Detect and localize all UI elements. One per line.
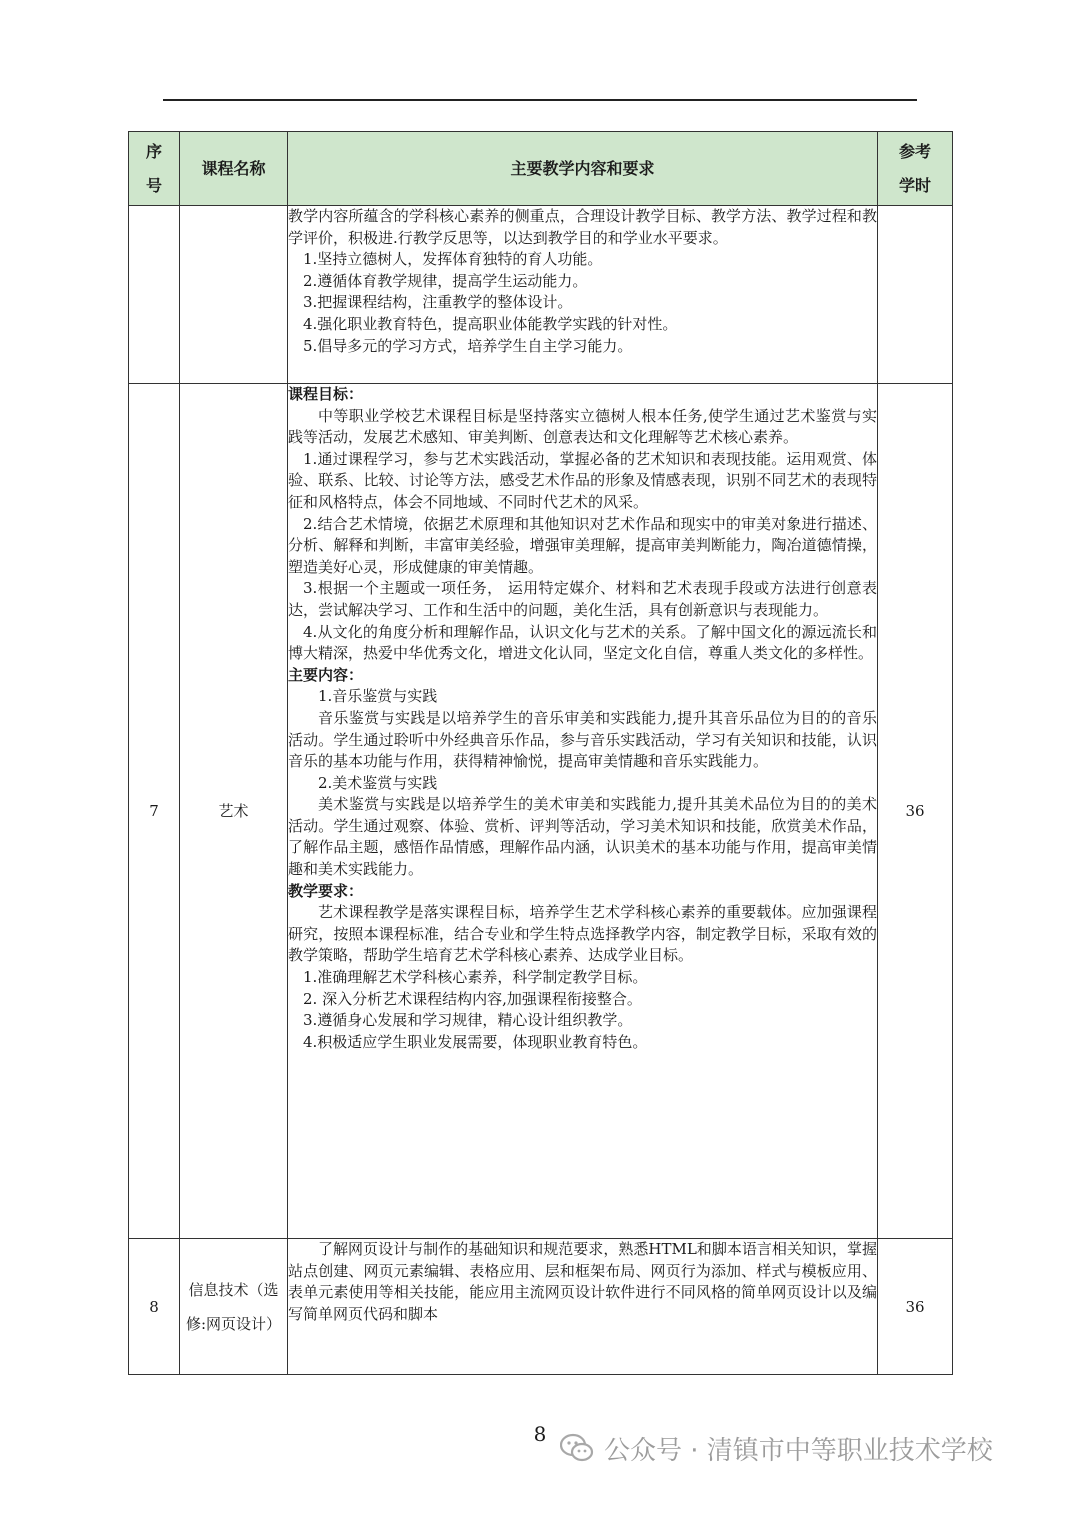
content-line: 4.强化职业教育特色，提高职业体能教学实践的针对性。: [303, 314, 678, 333]
row-hours: 36: [878, 1239, 953, 1375]
row-content: [288, 206, 878, 384]
row-index: [129, 206, 180, 384]
content-line: 1.准确理解艺术学科核心素养，科学制定教学目标。: [303, 968, 648, 987]
content-line: 1.音乐鉴赏与实践: [318, 687, 438, 706]
header-content: 主要教学内容和要求: [288, 132, 878, 206]
content-line: 3.根据一个主题或一项任务， 运用特定媒介、材料和艺术表现手段或方法进行创意表达，尝试解决学习、工作和生活中的问题，美化生活，具有创新意识与表现能力。: [288, 579, 877, 619]
content-line: 2.美术鉴赏与实践: [318, 773, 438, 792]
content-line: 音乐鉴赏与实践是以培养学生的音乐审美和实践能力,提升其音乐品位为目的的音乐活动。学生通过聆听中外经典音乐作品，参与音乐实践活动，学习有关知识和技能，认识音乐的基本功能与作用，获得精神愉悦，提高审美情趣和音乐实践能力。: [288, 708, 877, 771]
watermark-text: 公众号 · 清镇市中等职业技术学校: [604, 1435, 993, 1466]
content-line: 1.通过课程学习，参与艺术实践活动，掌握必备的艺术知识和表现技能。运用观赏、体验、联系、比较、讨论等方法，感受艺术作品的形象及情感表现，识别不同艺术的表现特征和风格特点，体会不同地域、不同时代艺术的风采。: [288, 449, 877, 511]
row-index: 8: [129, 1239, 180, 1375]
header-hours: 参考学时: [878, 132, 953, 206]
row-hours: [878, 206, 953, 384]
row-hours: 36: [878, 384, 953, 1239]
content-line: 3.把握课程结构，注重教学的整体设计。: [303, 293, 573, 312]
row-content: [288, 384, 878, 1239]
row-course-name: [180, 206, 288, 384]
header-course-name: 课程名称: [180, 132, 288, 206]
header-rule: [163, 99, 917, 101]
content-line: 3.遵循身心发展和学习规律，精心设计组织教学。: [303, 1011, 633, 1030]
content-line: 中等职业学校艺术课程目标是坚持落实立德树人根本任务,使学生通过艺术鉴赏与实践等活动，发展艺术感知、审美判断、创意表达和文化理解等艺术核心素养。: [288, 406, 877, 447]
content-line: 1.坚持立德树人，发挥体育独特的育人功能。: [303, 250, 603, 269]
content-line: 5.倡导多元的学习方式，培养学生自主学习能力。: [303, 336, 633, 355]
table-header-row: [129, 132, 953, 206]
section-heading: 教学要求：: [288, 881, 364, 900]
row-content: [288, 1239, 878, 1375]
page-number: 8: [533, 1422, 547, 1446]
content-line: 4.积极适应学生职业发展需要，体现职业教育特色。: [303, 1032, 648, 1051]
content-line: 4.从文化的角度分析和理解作品，认识文化与艺术的关系。了解中国文化的源远流长和博大精深，热爱中华优秀文化，增进文化认同，坚定文化自信，尊重人类文化的多样性。: [288, 622, 877, 663]
row-course-name: 艺术: [180, 384, 288, 1239]
course-table: [128, 131, 953, 1375]
content-line: 教学内容所蕴含的学科核心素养的侧重点，合理设计教学目标、教学方法、教学过程和教学评价，积极进.行教学反思等，以达到教学目的和学业水平要求。: [288, 207, 877, 247]
row-course-name: 信息技术（选修:网页设计）: [180, 1239, 288, 1375]
header-index: 序号: [129, 132, 180, 206]
row-index: 7: [129, 384, 180, 1239]
content-line: 2.结合艺术情境，依据艺术原理和其他知识对艺术作品和现实中的审美对象进行描述、分析、解释和判断，丰富审美经验，增强审美理解，提高审美判断能力，陶冶道德情操，塑造美好心灵，形成健康的审美情趣。: [288, 514, 877, 576]
table-row: [129, 384, 953, 1239]
content-line: 美术鉴赏与实践是以培养学生的美术审美和实践能力,提升其美术品位为目的的美术活动。学生通过观察、体验、赏析、评判等活动，学习美术知识和技能，欣赏美术作品，了解作品主题，感悟作品情感，理解作品内涵，认识美术的基本功能与作用，提高审美情趣和美术实践能力。: [288, 795, 877, 879]
content-line: 2.遵循体育教学规律，提高学生运动能力。: [303, 271, 588, 290]
content-line: 2. 深入分析艺术课程结构内容,加强课程衔接整合。: [303, 989, 642, 1008]
section-heading: 课程目标：: [288, 385, 364, 403]
table-row: [129, 1239, 953, 1375]
content-line: 艺术课程教学是落实课程目标，培养学生艺术学科核心素养的重要载体。应加强课程研究，按照本课程标准，结合专业和学生特点选择教学内容，制定教学目标，采取有效的教学策略，帮助学生培育艺术学科核心素养、达成学业目标。: [288, 903, 877, 965]
watermark: [560, 1428, 993, 1468]
section-heading: 主要内容：: [288, 665, 364, 684]
table-row: [129, 206, 953, 384]
wechat-icon: [560, 1433, 594, 1463]
content-line: 了解网页设计与制作的基础知识和规范要求，熟悉HTML和脚本语言相关知识，掌握站点创建、网页元素编辑、表格应用、层和框架布局、网页行为添加、样式与模板应用、表单元素使用等相关技能，能应用主流网页设计软件进行不同风格的简单网页设计以及编写简单网页代码和脚本: [288, 1240, 877, 1323]
